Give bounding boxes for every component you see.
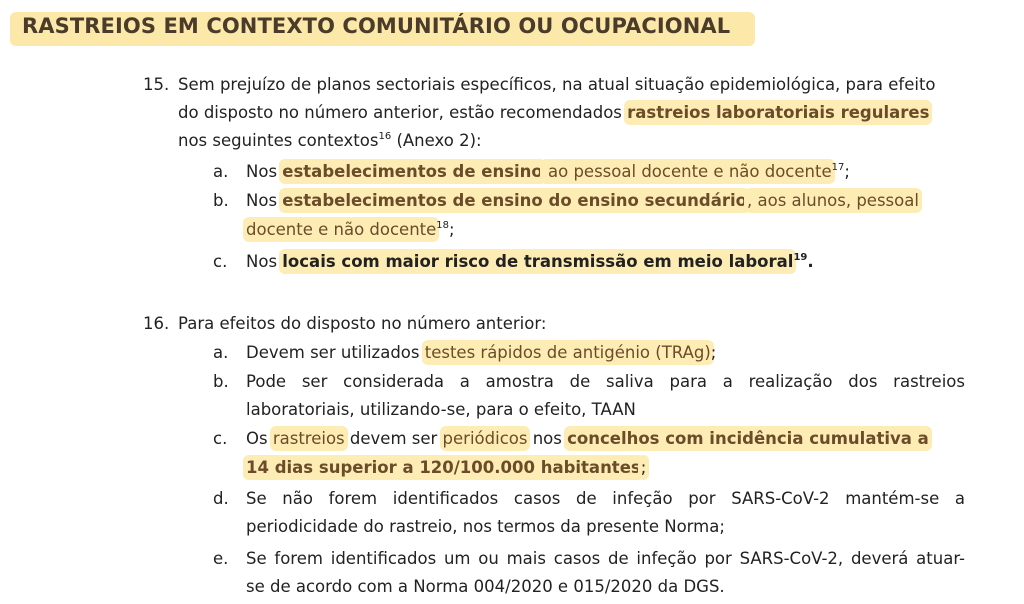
item-16c-line-1: Os rastreios devem ser periódicos nos concelhos com incidência cumulativa a [246, 429, 929, 448]
item-15b-line-1: Nos estabelecimentos de ensino do ensino secundário, aos alunos, pessoal [246, 191, 919, 210]
item-15c-letter: c. [213, 252, 228, 271]
footnote-18: 18 [436, 220, 450, 231]
item-15-line-3: nos seguintes contextos$^{16}$ (Anexo 2): [178, 131, 482, 150]
section-heading: RASTREIOS EM CONTEXTO COMUNITÁRIO OU OCUPACIONAL [22, 14, 731, 38]
item-15-line-2: do disposto no número anterior, estão recomendados rastreios laboratoriais regulares [178, 103, 930, 122]
item-16e-line-2: se de acordo com a Norma 004/2020 e 015/2020 da DGS. [246, 577, 725, 596]
item-16d-line-2: periodicidade do rastreio, nos termos da presente Norma; [246, 517, 725, 536]
item-16b-line-1: Pode ser considerada a amostra de saliva para a realização dos rastreios [246, 372, 965, 391]
highlight-rastreios-regulares: rastreios laboratoriais regulares [627, 103, 930, 122]
item-16e-line-1: Se forem identificados um ou mais casos de infeção por SARS-CoV-2, deverá atuar- [246, 549, 965, 568]
item-16a-letter: a. [213, 343, 229, 362]
item-15-line-1: Sem prejuízo de planos sectoriais específicos, na atual situação epidemiológica, para efeito [178, 75, 936, 94]
item-16b-letter: b. [213, 372, 229, 391]
footnote-19: 19 [793, 252, 808, 263]
item-16-line-1: Para efeitos do disposto no número anterior: [178, 314, 547, 333]
item-15b-line-2: docente e não docente$^{18}$; [246, 220, 455, 239]
item-16-number: 16. [143, 314, 170, 333]
item-16a-text: Devem ser utilizados testes rápidos de antigénio (TRAg); [246, 343, 717, 362]
item-15a-text: Nos estabelecimentos de ensino ao pessoal docente e não docente$^{17}$; [246, 162, 850, 181]
item-16d-line-1: Se não forem identificados casos de infeção por SARS-CoV-2 mantém-se a [246, 489, 965, 508]
item-15b-letter: b. [213, 191, 229, 210]
footnote-16: 16 [378, 131, 392, 142]
item-16d-letter: d. [213, 489, 229, 508]
item-15a-letter: a. [213, 162, 229, 181]
item-15-number: 15. [143, 75, 170, 94]
item-16e-letter: e. [213, 549, 229, 568]
item-16b-line-2: laboratoriais, utilizando-se, para o efeito, TAAN [246, 400, 636, 419]
item-15c-text: Nos locais com maior risco de transmissão em meio laboral$^{19}$. [246, 252, 814, 271]
item-16c-letter: c. [213, 429, 228, 448]
footnote-17: 17 [831, 162, 845, 173]
item-16c-line-2: 14 dias superior a 120/100.000 habitantes; [246, 458, 647, 477]
